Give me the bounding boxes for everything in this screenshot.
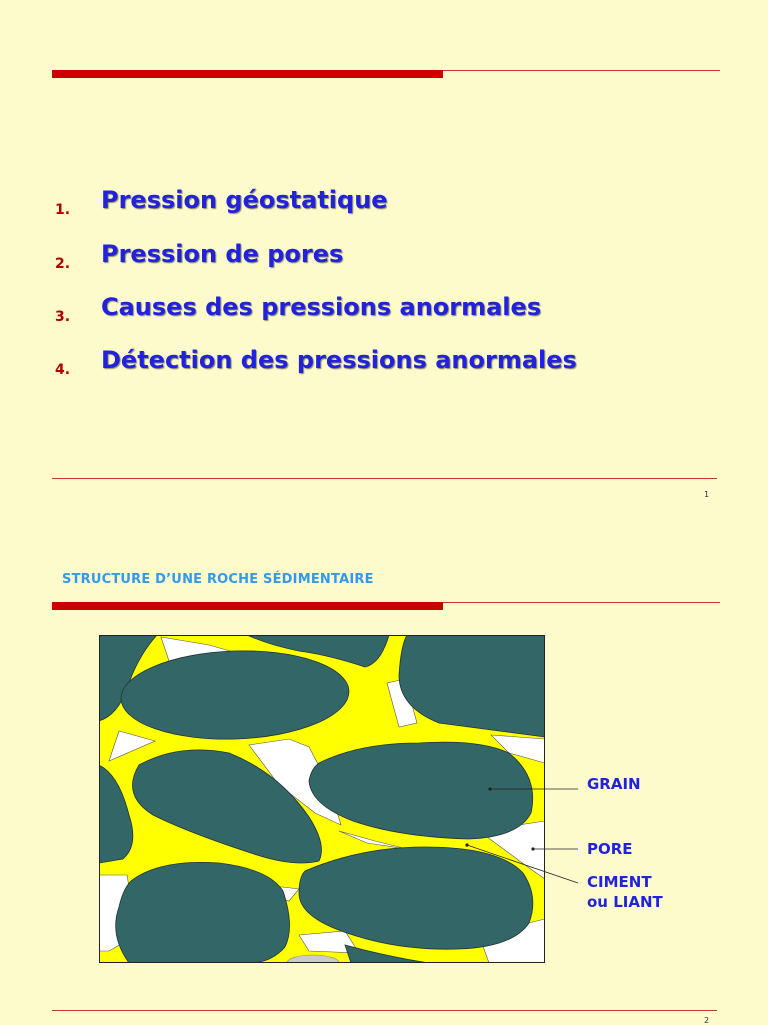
slide-title: STRUCTURE D’UNE ROCHE SÉDIMENTAIRE [62,572,374,587]
agenda-number: 3. [55,309,71,325]
pore-label: PORE [587,840,633,858]
agenda-text: Détection des pressions anormales [101,346,577,374]
ciment-label-line1: CIMENT [587,873,652,891]
page-number: 1 [704,490,710,499]
agenda-number: 2. [55,256,71,272]
agenda-number: 4. [55,362,71,378]
page-number: 2 [704,1016,710,1025]
footer-rule [52,1010,717,1011]
grain-label: GRAIN [587,775,641,793]
agenda-text: Pression géostatique [101,186,388,214]
agenda-number: 1. [55,202,71,218]
agenda-text: Causes des pressions anormales [101,293,542,321]
ciment-label-line2: ou LIANT [587,893,663,911]
agenda-text: Pression de pores [101,240,344,268]
